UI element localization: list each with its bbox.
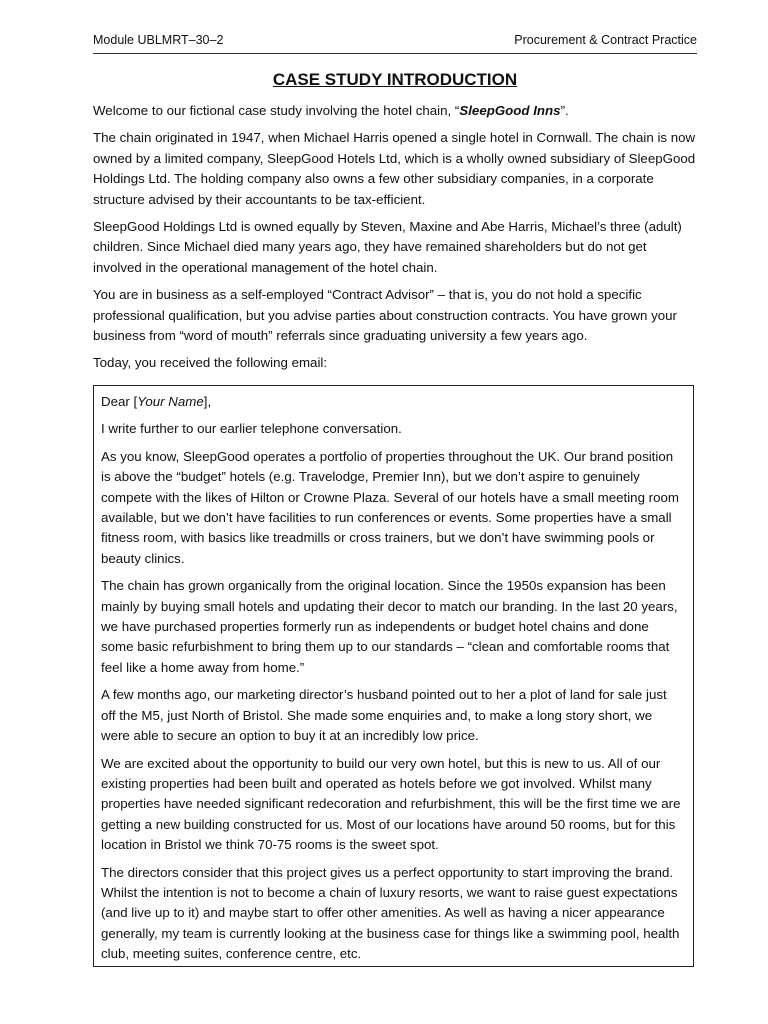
- module-code: Module UBLMRT–30–2: [93, 33, 224, 47]
- welcome-end: ”.: [560, 103, 569, 118]
- email-box: [93, 385, 694, 967]
- salutation-start: Dear [: [101, 394, 138, 409]
- email-paragraph-4: A few months ago, our marketing director’s husband pointed out to her a plot of land for sale just off the M5, just North of Bristol. She made some enquiries and, to make a long story short, we were able to secure an option to buy it at an incredibly low price.: [101, 687, 667, 744]
- intro-paragraph-email-lead: Today, you received the following email:: [93, 355, 328, 371]
- page-header: [93, 33, 697, 51]
- page-title: CASE STUDY INTRODUCTION: [272, 70, 518, 89]
- email-paragraph-6: The directors consider that this project gives us a perfect opportunity to start improving the brand. Whilst the intention is not to become a chain of luxury resorts, we want to raise guest expectations (and live up to it) and maybe start to offer other amenities. As well as having a nicer appearance generally, my team is currently looking at the business case for things like a swimming pool, health club, meeting suites, conference centre, etc.: [101, 864, 680, 962]
- welcome-text: Welcome to our fictional case study involving the hotel chain, “: [93, 103, 460, 118]
- intro-paragraph-history: The chain originated in 1947, when Michael Harris opened a single hotel in Cornwall. The chain is now owned by a limited company, SleepGood Hotels Ltd, which is a wholly owned subsidiary of SleepGood Holdings Ltd. The holding company also owns a few other subsidiary companies, in a corporate structure advised by their accountants to be tax-efficient.: [93, 130, 696, 207]
- intro-welcome: [93, 101, 697, 121]
- intro-paragraph-ownership: SleepGood Holdings Ltd is owned equally by Steven, Maxine and Abe Harris, Michael’s three (adult) children. Since Michael died many years ago, they have remained shareholders but do not get involved in the operational management of the hotel chain.: [93, 219, 682, 275]
- intro-section: [93, 101, 697, 381]
- intro-paragraph-advisor: You are in business as a self-employed “Contract Advisor” – that is, you do not hold a specific professional qualification, but you advise parties about construction contracts. You have grown your business from “word of mouth” referrals since graduating university a few years ago.: [93, 287, 677, 344]
- email-paragraph-1: I write further to our earlier telephone conversation.: [101, 421, 402, 437]
- email-paragraph-3: The chain has grown organically from the original location. Since the 1950s expansion has been mainly by buying small hotels and updating their decor to match our branding. In the last 20 years, we have purchased properties formerly run as independents or budget hotel chains and done some basic refurbishment to bring them up to our standards – “clean and comfortable rooms that feel like a home away from home.”: [101, 578, 678, 675]
- email-paragraph-5: We are excited about the opportunity to build our very own hotel, but this is new to us. All of our existing properties had been built and operated as hotels before we got involved. Whilst many properties have needed significant redecoration and refurbishment, this will be the first time we are getting a new building constructed for us. Most of our locations have around 50 rooms, but for this location in Bristol we think 70-75 rooms is the sweet spot.: [101, 755, 681, 853]
- recipient-placeholder: Your Name: [137, 394, 204, 409]
- chain-name: SleepGood Inns: [459, 103, 561, 118]
- header-divider: [93, 53, 697, 54]
- course-title: Procurement & Contract Practice: [514, 33, 697, 47]
- email-salutation: [101, 392, 683, 412]
- email-paragraph-2: As you know, SleepGood operates a portfolio of properties throughout the UK. Our brand position is above the “budget” hotels (e.g. Travelodge, Premier Inn), but we don’t aspire to genuinely compete with the likes of Hilton or Crowne Plaza. Several of our hotels have a small meeting room available, but we don’t have facilities to run conferences or events. Some properties have a small fitness room, with basics like treadmills or cross trainers, but we don’t have swimming pools or beauty clinics.: [101, 448, 679, 566]
- salutation-end: ],: [203, 394, 212, 409]
